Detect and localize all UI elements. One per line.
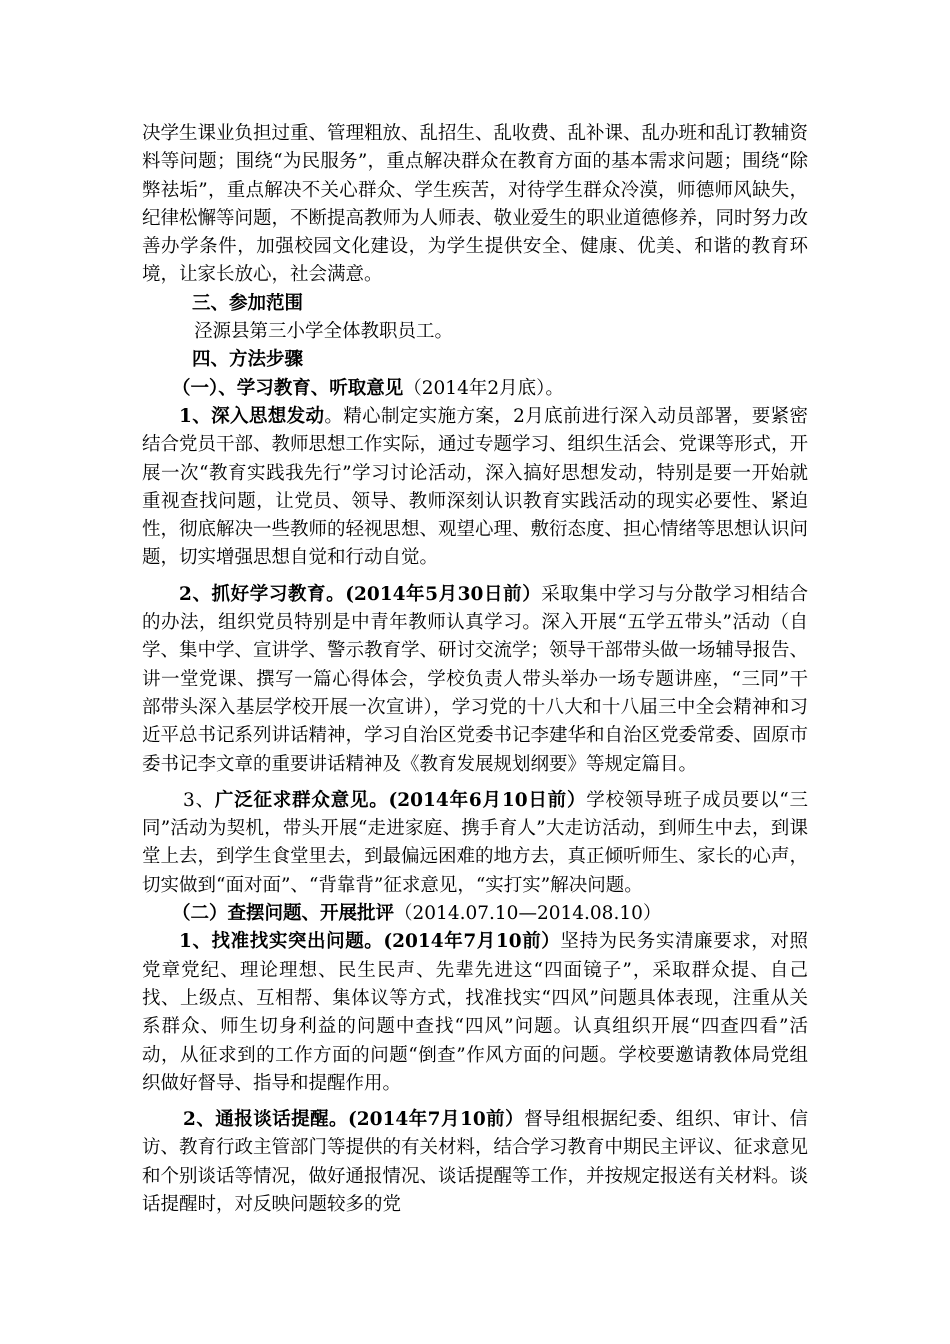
- item1-2-paragraph: [142, 581, 808, 779]
- step1-date: （2014年2月底）。: [403, 377, 564, 399]
- item2-1-paragraph: [142, 928, 808, 1098]
- intro-paragraph: 决学生课业负担过重、管理粗放、乱招生、乱收费、乱补课、乱办班和乱订教辅资料等问题；围绕“为民服务”，重点解决群众在教育方面的基本需求问题；围绕“除弊祛垢”，重点解决不关心群众、学生疾苦，对待学生群众冷漠，师德师风缺失，纪律松懈等问题，不断提高教师为人师表、敬业爱生的职业道德修养，同时努力改善办学条件，加强校园文化建设，为学生提供安全、健康、优美、和谐的教育环境，让家长放心，社会满意。: [142, 123, 809, 286]
- item1-1-paragraph: [142, 403, 808, 573]
- section-heading-scope: 三、参加范围: [192, 292, 304, 314]
- item1-3-date: 。(2014年6月10日前）: [369, 789, 587, 811]
- item2-2-paragraph: [142, 1106, 808, 1219]
- step1-heading: [142, 375, 808, 403]
- item1-3-title: 广泛征求群众意见: [214, 789, 370, 811]
- scope-text: 泾源县第三小学全体教职员工。: [194, 321, 454, 343]
- item1-1-title: 1、深入思想发动: [179, 405, 325, 427]
- item1-2-title: 2、抓好学习教育: [179, 583, 327, 605]
- item2-2-body: 督导组根据纪委、组织、审计、信访、教育行政主管部门等提供的有关材料，结合学习教育中期民主评议、征求意见和个别谈话等情况，做好通报情况、谈话提醒等工作，并按规定报送有关材料。谈话提醒时，对反映问题较多的党: [142, 1109, 809, 1215]
- item2-1-body: 坚持为民务实清廉要求，对照党章党纪、理论理想、民生民声、先辈先进这“四面镜子”，采取群众提、自己找、上级点、互相帮、集体议等方式，找准找实“四风”问题具体表现，注重从关系群众、师生切身利益的问题中查找“四风”问题。认真组织开展“四查四看”活动，从征求到的工作方面的问题“倒查”作风方面的问题。学校要邀请教体局党组织做好督导、指导和提醒作用。: [142, 931, 808, 1094]
- item1-3-paragraph: [142, 787, 808, 900]
- step2-date: （2014.07.10—2014.08.10）: [394, 903, 662, 925]
- item2-2-date: 。(2014年7月10前）: [329, 1109, 525, 1131]
- step2-heading: [142, 900, 808, 928]
- item1-3-num: 3、: [183, 789, 215, 811]
- section-heading-steps: 四、方法步骤: [192, 349, 304, 371]
- item1-2-date: 。(2014年5月30日前）: [326, 583, 542, 605]
- item2-1-date: 。(2014年7月10前）: [364, 931, 561, 953]
- step2-title: （二）查摆问题、开展批评: [172, 903, 395, 925]
- item1-1-body: 。精心制定实施方案，2月底前进行深入动员部署，要紧密结合党员干部、教师思想工作实际，通过专题学习、组织生活会、党课等形式，开展一次“教育实践我先行”学习讨论活动，深入搞好思想发动，特别是要一开始就重视查找问题，让党员、领导、教师深刻认识教育实践活动的现实必要性、紧迫性，彻底解决一些教师的轻视思想、观望心理、敷衍态度、担心情绪等思想认识问题，切实增强思想自觉和行动自觉。: [142, 405, 809, 569]
- item1-2-body: 采取集中学习与分散学习相结合的办法，组织党员特别是中青年教师认真学习。深入开展“五学五带头”活动（自学、集中学、宣讲学、警示教育学、研讨交流学；领导干部带头做一场辅导报告、讲一堂党课、撰写一篇心得体会，学校负责人带头举办一场专题讲座，“三同”干部带头深入基层学校开展一次宣讲），学习党的十八大和十八届三中全会精神和习近平总书记系列讲话精神，学习自治区党委书记李建华和自治区党委常委、固原市委书记李文章的重要讲话精神及《教育发展规划纲要》等规定篇目。: [142, 583, 809, 775]
- item1-3-body: 学校领导班子成员要以“三同”活动为契机，带头开展“走进家庭、携手育人”大走访活动，到师生中去，到课堂上去，到学生食堂里去，到最偏远困难的地方去，真正倾听师生、家长的心声，切实做到“面对面”、“背靠背”征求意见，“实打实”解决问题。: [142, 789, 809, 896]
- item2-2-title: 2、通报谈话提醒: [183, 1109, 330, 1131]
- document-page: [142, 120, 808, 1219]
- item2-1-title: 1、找准找实突出问题: [179, 931, 365, 953]
- step1-title: （一）、学习教育、听取意见: [172, 377, 404, 399]
